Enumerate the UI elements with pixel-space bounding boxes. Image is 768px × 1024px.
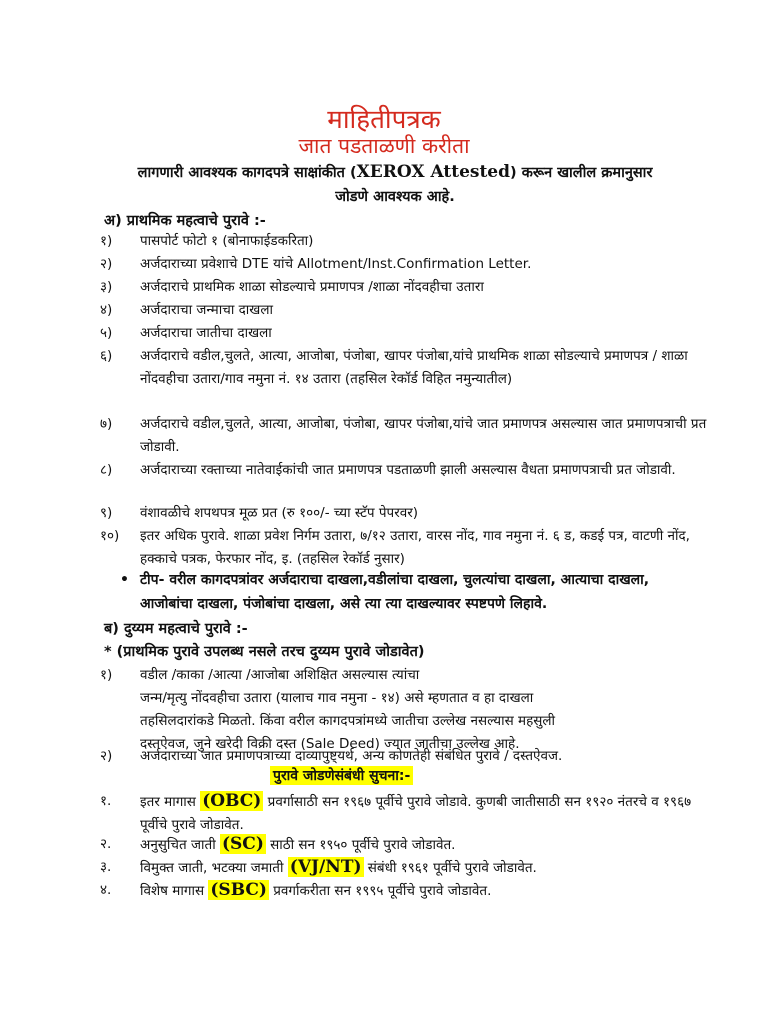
category-code-obc: (OBC) <box>202 791 262 811</box>
instructions-heading: पुरावे जोडणेसंबंधी सुचना:- <box>270 766 413 785</box>
document-title: माहितीपत्रक <box>327 105 441 135</box>
item-number: १. <box>100 793 112 809</box>
section-b-subheading: * (प्राथमिक पुरावे उपलब्ध नसले तरच दुय्यम पुरावे जोडावेत) <box>104 644 425 660</box>
item-text <box>140 856 710 880</box>
intro-emphasis: XEROX Attested <box>356 162 511 182</box>
intro-paragraph <box>70 160 720 209</box>
item-text: अर्जदाराचा जन्माचा दाखला <box>140 302 273 318</box>
item-number: ९) <box>100 505 113 521</box>
item-text: वंशावळीचे शपथपत्र मूळ प्रत (रु १००/- च्या स्टॅप पेपरवर) <box>140 505 419 521</box>
item-text-before: विशेष मागास <box>140 883 209 899</box>
item-text: अर्जदाराचे प्राथमिक शाळा सोडल्याचे प्रमाणपत्र /शाळा नोंदवहीचा उतारा <box>140 279 484 295</box>
item-number: १) <box>100 233 113 249</box>
category-code-vjnt: (VJ/NT) <box>289 857 362 877</box>
item-text-before: विमुक्त जाती, भटक्या जमाती <box>140 860 288 876</box>
item-text: अर्जदाराच्या रक्ताच्या नातेवाईकांची जात प्रमाणपत्र पडताळणी झाली असल्यास वैधता प्रमाणपत्राची प्रत जोडावी. <box>140 462 676 478</box>
item-text-after: संबंधी १९६१ पूर्वीचे पुरावे जोडावेत. <box>363 860 537 876</box>
item-text-after: प्रवर्गासाठी सन १९६७ पूर्वीचे पुरावे जोडावे. कुणबी जातीसाठी सन १९२० नंतरचे व १९६७ पूर्वीचे पुरावे जोडावेत. <box>140 794 692 833</box>
item-text <box>140 790 710 836</box>
item-text: अर्जदाराच्या प्रवेशाचे DTE यांचे Allotment/Inst.Confirmation Letter. <box>140 256 532 272</box>
item-text-after: साठी सन १९५० पूर्वीचे पुरावे जोडावेत. <box>265 837 456 853</box>
section-b-heading: ब) दुय्यम महत्वाचे पुरावे :- <box>104 621 248 637</box>
item-text: अर्जदाराचे वडील,चुलते, आत्या, आजोबा, पंजोबा, खापर पंजोबा,यांचे प्राथमिक शाळा सोडल्याचे प्रमाणपत्र / शाळा नोंदवहीचा उतारा/गाव नमुना नं. १४ उतारा (तहसिल रेकॉर्ड विहित नमुन्यातील) <box>140 348 688 387</box>
note-text: टीप- वरील कागदपत्रांवर अर्जदाराचा दाखला,वडीलांचा दाखला, चुलत्यांचा दाखला, आत्याचा दाखला, आजोबांचा दाखला, पंजोबांचा दाखला, असे त्या त्या दाखल्यावर स्पष्टपणे लिहावे. <box>140 572 650 612</box>
item-number: ८) <box>100 462 113 478</box>
item-text: पासपोर्ट फोटो १ (बोनाफाईडकरिता) <box>140 233 314 249</box>
item-number: ७) <box>100 416 113 432</box>
item-text: दस्तऐवज, जुने खरेदी विक्री दस्त (Sale Deed) ज्यात जातीचा उल्लेख आहे. <box>140 736 520 752</box>
item-text: इतर अधिक पुरावे. शाळा प्रवेश निर्गम उतारा, ७/१२ उतारा, वारस नोंद, गाव नमुना नं. ६ ड, कडई पत्र, वाटणी नोंद, हक्काचे पत्रक, फेरफार नोंद, इ. (तहसिल रेकॉर्ड नुसार) <box>140 528 690 567</box>
document-subtitle: जात पडताळणी करीता <box>298 134 470 158</box>
item-text: अर्जदाराचा जातीचा दाखला <box>140 325 272 341</box>
item-number: ३. <box>100 859 112 875</box>
item-number: ४. <box>100 882 112 898</box>
item-number: २) <box>100 256 113 272</box>
item-number: ४) <box>100 302 113 318</box>
category-code-sbc: (SBC) <box>210 880 267 900</box>
bullet-icon: • <box>120 572 129 588</box>
item-text-before: इतर मागास <box>140 794 201 810</box>
intro-text-after: ) करून खालील क्रमानुसार <box>510 165 653 181</box>
item-text <box>140 833 710 857</box>
item-text: अर्जदाराच्या जात प्रमाणपत्राच्या दाव्यापुष्ट्यर्थ, अन्य कोणतेही संबंधित पुरावे / दस्तऐवज. <box>140 748 563 764</box>
item-number: १) <box>100 667 113 683</box>
item-text: तहसिलदारांकडे मिळतो. किंवा वरील कागदपत्रांमध्ये जातीचा उल्लेख नसल्यास महसुली <box>140 713 556 729</box>
item-number: ५) <box>100 325 113 341</box>
item-text <box>140 879 710 903</box>
item-text: अर्जदाराचे वडील,चुलते, आत्या, आजोबा, पंजोबा, खापर पंजोबा,यांचे जात प्रमाणपत्र असल्यास जात प्रमाणपत्राची प्रत जोडावी. <box>140 416 707 455</box>
item-number: २) <box>100 748 113 764</box>
item-number: १०) <box>100 528 120 544</box>
item-text-before: अनुसुचित जाती <box>140 837 220 853</box>
section-a-heading: अ) प्राथमिक महत्वाचे पुरावे :- <box>104 213 266 229</box>
item-number: ६) <box>100 348 113 364</box>
item-text: वडील /काका /आत्या /आजोबा अशिक्षित असल्यास त्यांचा <box>140 667 420 683</box>
item-number: ३) <box>100 279 113 295</box>
item-text: जन्म/मृत्यु नोंदवहीचा उतारा (यालाच गाव नमुना - १४) असे म्हणतात व हा दाखला <box>140 690 534 706</box>
item-text-after: प्रवर्गाकरीता सन १९९५ पूर्वीचे पुरावे जोडावेत. <box>268 883 492 899</box>
note-paragraph <box>120 568 700 616</box>
intro-line-2: जोडणे आवश्यक आहे. <box>335 189 455 205</box>
category-code-sc: (SC) <box>221 834 264 854</box>
item-number: २. <box>100 836 112 852</box>
intro-text-before: लागणारी आवश्यक कागदपत्रे साक्षांकीत ( <box>137 165 357 181</box>
